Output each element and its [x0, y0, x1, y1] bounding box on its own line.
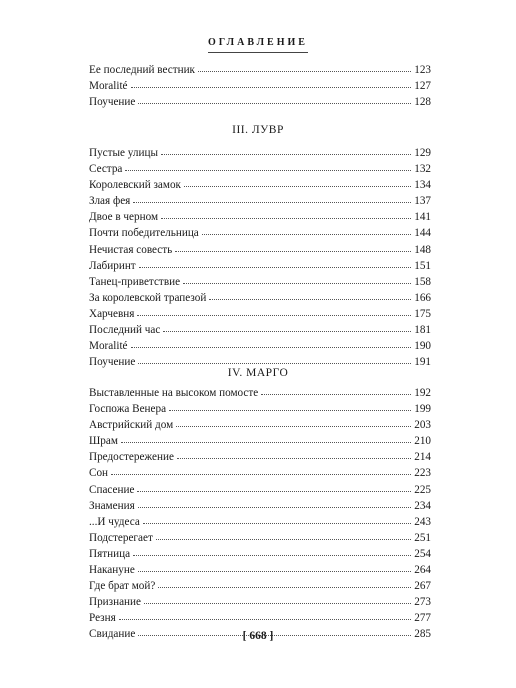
toc-leader-dots	[121, 441, 411, 443]
toc-section-louvre	[89, 145, 431, 370]
toc-entry-page: 277	[414, 612, 431, 625]
toc-entry	[89, 546, 431, 562]
toc-entry-page: 210	[414, 435, 431, 448]
toc-entry	[89, 401, 431, 417]
toc-entry-page: 264	[414, 564, 431, 577]
toc-entry	[89, 594, 431, 610]
toc-entry-page: 273	[414, 596, 431, 609]
toc-leader-dots	[176, 425, 411, 427]
toc-entry-page: 128	[414, 96, 431, 109]
toc-leader-dots	[143, 522, 411, 524]
toc-entry	[89, 225, 431, 241]
toc-entry	[89, 62, 431, 78]
toc-entry-title: Королевский замок	[89, 179, 181, 192]
toc-entry-page: 175	[414, 307, 431, 320]
toc-entry-title: Выставленные на высоком помосте	[89, 387, 259, 399]
toc-entry-title: Признание	[89, 596, 141, 609]
toc-leader-dots	[198, 70, 411, 72]
toc-entry-title: Moralité	[89, 80, 128, 93]
toc-entry-page: 123	[414, 64, 431, 76]
running-header: ОГЛАВЛЕНИЕ	[208, 37, 308, 48]
toc-entry-title: Ее последний вестник	[89, 64, 195, 76]
toc-entry-title: Танец-приветствие	[89, 275, 181, 288]
page-number: [ 668 ]	[242, 630, 274, 642]
toc-leader-dots	[133, 201, 411, 203]
toc-leader-dots	[138, 570, 411, 572]
toc-entry-title: Последний час	[89, 324, 161, 337]
toc-leader-dots	[137, 314, 411, 316]
toc-entry-page: 191	[414, 356, 431, 369]
section-title-margo: IV. МАРГО	[227, 367, 289, 379]
toc-entry-page: 144	[414, 227, 431, 240]
toc-entry-page: 285	[414, 628, 431, 641]
toc-entry	[89, 78, 431, 94]
toc-leader-dots	[125, 169, 411, 171]
toc-entry	[89, 177, 431, 193]
toc-leader-dots	[183, 282, 411, 284]
toc-entry-title: Где брат мой?	[89, 580, 156, 593]
toc-entry	[89, 322, 431, 338]
toc-entry-page: 181	[414, 324, 431, 337]
toc-entry-title: Почти победительница	[89, 227, 199, 240]
toc-entry	[89, 498, 431, 514]
toc-entry-page: 148	[414, 243, 431, 256]
toc-leader-dots	[161, 217, 411, 219]
toc-entry-title: Австрийский дом	[89, 419, 174, 432]
toc-entry-page: 166	[414, 291, 431, 304]
toc-entry-title: Харчевня	[89, 307, 135, 320]
toc-leader-dots	[138, 102, 411, 104]
toc-entry-page: 254	[414, 547, 431, 560]
toc-entry-page: 267	[414, 580, 431, 593]
toc-leader-dots	[163, 330, 411, 332]
toc-leader-dots	[169, 409, 411, 411]
toc-entry-title: ...И чудеса	[89, 515, 140, 528]
toc-entry	[89, 530, 431, 546]
toc-entry-title: Спасение	[89, 483, 135, 496]
section-title-louvre: III. ЛУВР	[232, 124, 284, 136]
toc-entry-page: 129	[414, 147, 431, 159]
toc-entry-page: 214	[414, 451, 431, 464]
toc-leader-dots	[119, 618, 411, 620]
toc-entry	[89, 449, 431, 465]
toc-entry-title: Поучение	[89, 96, 136, 109]
toc-section-margo	[89, 385, 431, 643]
toc-leader-dots	[131, 86, 412, 88]
header-rule	[208, 52, 308, 53]
toc-entry-title: Подстерегает	[89, 531, 153, 544]
toc-entry	[89, 209, 431, 225]
toc-entry-title: Накануне	[89, 564, 135, 577]
toc-entry	[89, 433, 431, 449]
toc-leader-dots	[184, 185, 411, 187]
toc-entry-page: 234	[414, 499, 431, 512]
toc-entry	[89, 161, 431, 177]
toc-entry	[89, 562, 431, 578]
toc-entry	[89, 94, 431, 110]
toc-entry	[89, 610, 431, 626]
toc-leader-dots	[202, 233, 411, 235]
toc-entry-title: Сон	[89, 467, 109, 480]
toc-entry	[89, 578, 431, 594]
toc-entry-page: 199	[414, 403, 431, 416]
toc-leader-dots	[137, 490, 411, 492]
toc-leader-dots	[139, 266, 412, 268]
toc-entry-title: Moralité	[89, 340, 128, 353]
toc-entry-page: 192	[414, 387, 431, 399]
toc-leader-dots	[144, 602, 411, 604]
toc-entry-title: Предостережение	[89, 451, 174, 464]
toc-entry-page: 137	[414, 195, 431, 208]
toc-entry	[89, 465, 431, 481]
toc-leader-dots	[131, 346, 412, 348]
toc-leader-dots	[261, 393, 411, 395]
toc-entry	[89, 417, 431, 433]
toc-leader-dots	[177, 457, 411, 459]
toc-entry-title: Двое в черном	[89, 211, 159, 224]
toc-entry	[89, 482, 431, 498]
toc-entry-title: За королевской трапезой	[89, 291, 207, 304]
toc-entry-title: Злая фея	[89, 195, 131, 208]
toc-entry-page: 203	[414, 419, 431, 432]
toc-entry-title: Сестра	[89, 163, 123, 176]
toc-entry-title: Лабиринт	[89, 259, 136, 272]
toc-entry-title: Свидание	[89, 628, 136, 641]
toc-entry-page: 151	[414, 259, 431, 272]
toc-leader-dots	[156, 538, 411, 540]
toc-entry-page: 127	[414, 80, 431, 93]
toc-entry-title: Пустые улицы	[89, 147, 158, 159]
toc-entry-title: Нечистая совесть	[89, 243, 173, 256]
toc-leader-dots	[138, 362, 411, 364]
toc-leader-dots	[138, 506, 411, 508]
toc-leader-dots	[133, 554, 411, 556]
toc-entry-page: 225	[414, 483, 431, 496]
toc-entry-title: Поучение	[89, 356, 136, 369]
toc-entry-page: 141	[414, 211, 431, 224]
toc-entry-page: 134	[414, 179, 431, 192]
toc-section-continued	[89, 62, 431, 110]
toc-entry-title: Пятница	[89, 547, 131, 560]
toc-entry	[89, 338, 431, 354]
toc-entry-page: 132	[414, 163, 431, 176]
toc-entry	[89, 306, 431, 322]
toc-entry	[89, 258, 431, 274]
toc-entry-title: Резня	[89, 612, 116, 625]
toc-entry	[89, 193, 431, 209]
toc-entry-page: 190	[414, 340, 431, 353]
toc-entry	[89, 514, 431, 530]
toc-leader-dots	[209, 298, 411, 300]
toc-leader-dots	[175, 250, 411, 252]
toc-entry-title: Знамения	[89, 499, 135, 512]
toc-entry	[89, 145, 431, 161]
toc-entry-page: 251	[414, 531, 431, 544]
toc-leader-dots	[161, 153, 411, 155]
toc-entry-title: Шрам	[89, 435, 118, 448]
toc-entry-page: 243	[414, 515, 431, 528]
toc-leader-dots	[111, 473, 411, 475]
toc-entry	[89, 242, 431, 258]
toc-entry-title: Госпожа Венера	[89, 403, 167, 416]
toc-entry	[89, 290, 431, 306]
toc-entry-page: 158	[414, 275, 431, 288]
toc-leader-dots	[158, 586, 411, 588]
toc-entry-page: 223	[414, 467, 431, 480]
toc-entry	[89, 385, 431, 401]
toc-entry	[89, 274, 431, 290]
